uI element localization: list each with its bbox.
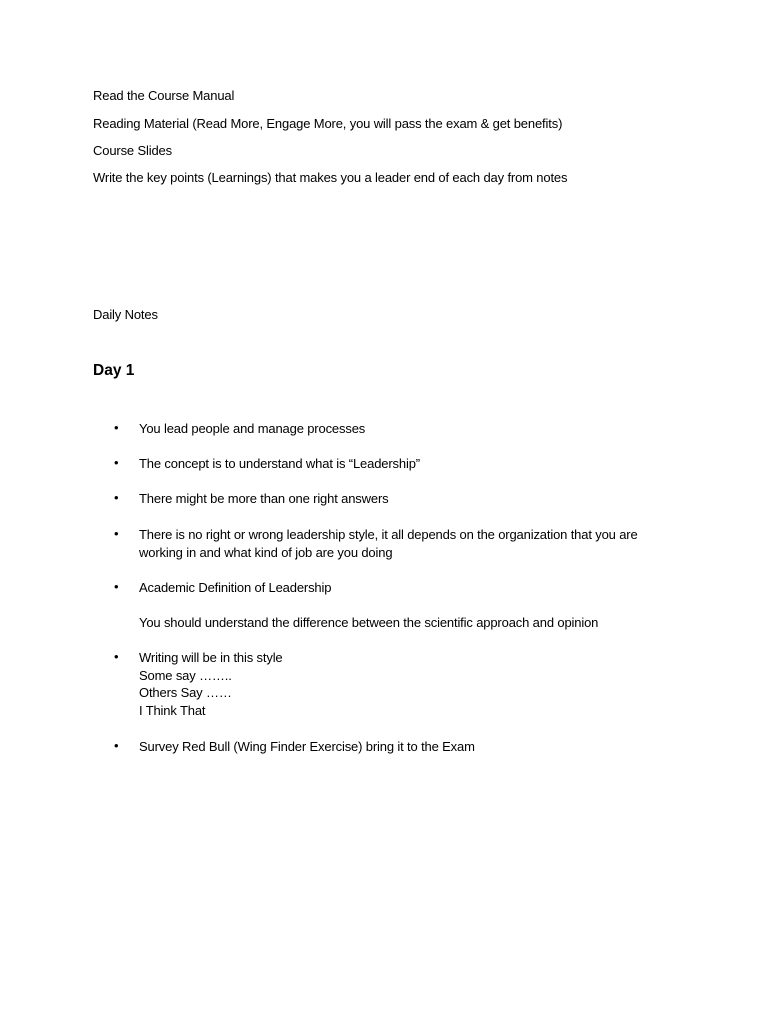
bullet-right-answers: There might be more than one right answers xyxy=(139,491,389,506)
academic-definition-note: You should understand the difference between the scientific approach and opinion xyxy=(139,615,599,630)
intro-line-key-points: Write the key points (Learnings) that makes you a leader end of each day from notes xyxy=(93,170,568,185)
intro-line-course-slides: Course Slides xyxy=(93,143,172,158)
bullet-marker: • xyxy=(114,526,119,541)
bullet-marker: • xyxy=(114,420,119,435)
bullet-marker: • xyxy=(114,490,119,505)
bullet-marker: • xyxy=(114,649,119,664)
intro-line-course-manual: Read the Course Manual xyxy=(93,88,235,103)
intro-line-reading-material: Reading Material (Read More, Engage More, you will pass the exam & get benefits) xyxy=(93,116,563,131)
bullet-concept-leadership: The concept is to understand what is “Leadership” xyxy=(139,456,420,471)
bullet-leadership-style xyxy=(139,526,679,561)
bullet-marker: • xyxy=(114,738,119,753)
day-heading: Day 1 xyxy=(93,362,135,379)
bullet-marker: • xyxy=(114,455,119,470)
writing-style-line-2: Some say …….. xyxy=(139,667,232,683)
bullet-leadership-style-line-2: working in and what kind of job are you doing xyxy=(139,544,393,560)
bullet-marker: • xyxy=(114,579,119,594)
writing-style-line-3: Others Say …… xyxy=(139,685,232,700)
bullet-writing-style xyxy=(139,649,679,719)
bullet-leadership-style-line-1: There is no right or wrong leadership style, it all depends on the organization that you are xyxy=(139,527,638,542)
bullet-academic-definition: Academic Definition of Leadership xyxy=(139,580,332,595)
writing-style-line-1: Writing will be in this style xyxy=(139,650,283,665)
daily-notes-label: Daily Notes xyxy=(93,307,158,322)
bullet-lead-people: You lead people and manage processes xyxy=(139,421,366,436)
writing-style-line-4: I Think That xyxy=(139,702,206,718)
bullet-survey-red-bull: Survey Red Bull (Wing Finder Exercise) bring it to the Exam xyxy=(139,739,475,754)
